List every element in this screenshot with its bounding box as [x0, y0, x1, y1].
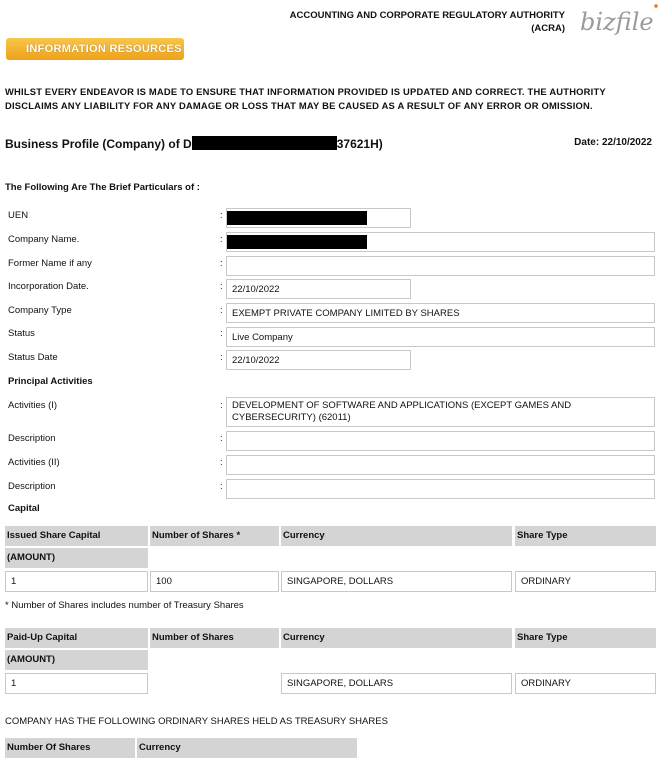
activities1-field: DEVELOPMENT OF SOFTWARE AND APPLICATIONS (EXCEPT GAMES AND CYBERSECURITY) (62011): [226, 397, 655, 427]
authority-line2: (ACRA): [531, 23, 565, 34]
paidup-header-currency: Currency: [281, 628, 512, 648]
status-label: Status: [8, 328, 35, 339]
treasury-header-currency: Currency: [137, 738, 357, 758]
uen-field: [226, 208, 411, 228]
activities2-label: Activities (II): [8, 457, 60, 468]
disclaimer: WHILST EVERY ENDEAVOR IS MADE TO ENSURE THAT INFORMATION PROVIDED IS UPDATED AND CORRECT. THE AUTHORITY DISCLAIMS ANY LIABILITY FOR ANY DAMAGE OR LOSS THAT MAY BE CAUSED AS A RESULT OF ANY ERROR OR OMISSION.: [5, 86, 606, 111]
paidup-header-shares: Number of Shares: [150, 628, 279, 648]
company-name-field: [226, 232, 655, 252]
principal-activities-heading: Principal Activities: [8, 376, 93, 387]
colon: :: [220, 457, 223, 468]
profile-title-start: D: [183, 137, 192, 151]
treasury-heading: COMPANY HAS THE FOLLOWING ORDINARY SHARES HELD AS TREASURY SHARES: [5, 716, 388, 727]
bizfile-logo: [574, 2, 664, 40]
authority-name: [290, 9, 565, 35]
company-name-label: Company Name.: [8, 234, 80, 245]
capital-heading: Capital: [8, 503, 40, 514]
issued-subheader-amount: (AMOUNT): [5, 548, 148, 568]
colon: :: [220, 352, 223, 363]
colon: :: [220, 210, 223, 221]
company-type-field: EXEMPT PRIVATE COMPANY LIMITED BY SHARES: [226, 303, 655, 323]
colon: :: [220, 258, 223, 269]
profile-title-end: 37621H): [336, 137, 383, 151]
former-name-label: Former Name if any: [8, 258, 92, 269]
incorporation-date-field: 22/10/2022: [226, 279, 411, 299]
paidup-share-type-cell: ORDINARY: [515, 673, 656, 694]
issued-header-capital: Issued Share Capital: [5, 526, 148, 546]
colon: :: [220, 481, 223, 492]
uen-label: UEN: [8, 210, 29, 221]
company-type-label: Company Type: [8, 305, 72, 316]
redaction-bar: [192, 136, 337, 150]
particulars-heading: The Following Are The Brief Particulars of :: [5, 182, 200, 193]
colon: :: [220, 234, 223, 245]
paidup-header-share-type: Share Type: [515, 628, 656, 648]
issued-shares-cell: 100: [150, 571, 279, 592]
incorporation-label: Incorporation Date.: [8, 281, 89, 292]
activities1-label: Activities (I): [8, 400, 58, 411]
colon: :: [220, 328, 223, 339]
colon: :: [220, 281, 223, 292]
profile-title: [5, 136, 383, 151]
issued-amount-cell: 1: [5, 571, 148, 592]
status-field: Live Company: [226, 327, 655, 347]
description2-label: Description: [8, 481, 56, 492]
issued-header-share-type: Share Type: [515, 526, 656, 546]
description1-field: [226, 431, 655, 451]
colon: :: [220, 400, 223, 411]
report-date: Date: 22/10/2022: [574, 137, 652, 148]
colon: :: [220, 305, 223, 316]
colon: :: [220, 433, 223, 444]
activities2-field: [226, 455, 655, 475]
description1-label: Description: [8, 433, 56, 444]
redaction-bar: [227, 235, 367, 249]
description2-field: [226, 479, 655, 499]
paidup-amount-cell: 1: [5, 673, 148, 694]
status-date-field: 22/10/2022: [226, 350, 411, 370]
issued-header-currency: Currency: [281, 526, 512, 546]
issued-header-shares: Number of Shares *: [150, 526, 279, 546]
information-resources-banner: INFORMATION RESOURCES: [6, 38, 184, 60]
logo-wordmark: bizfile: [580, 8, 654, 36]
issued-share-type-cell: ORDINARY: [515, 571, 656, 592]
former-name-field: [226, 256, 655, 276]
status-date-label: Status Date: [8, 352, 58, 363]
paidup-subheader-amount: (AMOUNT): [5, 650, 148, 670]
redaction-bar: [227, 211, 367, 225]
paidup-header-capital: Paid-Up Capital: [5, 628, 148, 648]
profile-title-prefix: Business Profile (Company) of: [5, 137, 180, 151]
issued-currency-cell: SINGAPORE, DOLLARS: [281, 571, 512, 592]
treasury-header-shares: Number Of Shares: [5, 738, 135, 758]
authority-line1: ACCOUNTING AND CORPORATE REGULATORY AUTHORITY: [289, 10, 565, 21]
paidup-currency-cell: SINGAPORE, DOLLARS: [281, 673, 512, 694]
treasury-note: * Number of Shares includes number of Treasury Shares: [5, 600, 244, 611]
